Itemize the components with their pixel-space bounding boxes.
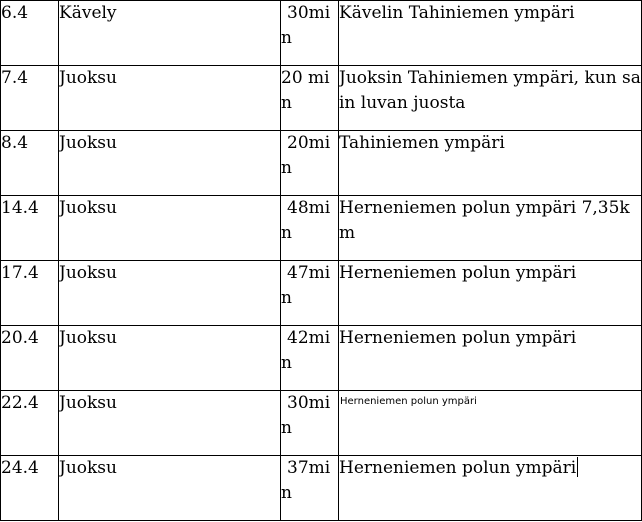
note-cell: Kävelin Tahiniemen ympäri xyxy=(339,1,642,66)
table-row xyxy=(1,326,642,391)
note-cell: Juoksin Tahiniemen ympäri, kun sain luvan juosta xyxy=(339,66,642,131)
date-cell: 14.4 xyxy=(1,196,59,261)
note-cell-editing[interactable] xyxy=(339,456,642,521)
date-cell: 20.4 xyxy=(1,326,59,391)
note-cell: Herneniemen polun ympäri 7,35km xyxy=(339,196,642,261)
duration-cell: 30min xyxy=(281,1,339,66)
table-row xyxy=(1,196,642,261)
duration-cell: 20min xyxy=(281,131,339,196)
note-cell: Herneniemen polun ympäri xyxy=(339,391,642,456)
table-row xyxy=(1,131,642,196)
duration-cell: 20 min xyxy=(281,66,339,131)
activity-cell: Juoksu xyxy=(59,131,281,196)
note-cell: Tahiniemen ympäri xyxy=(339,131,642,196)
note-text: Herneniemen polun ympäri xyxy=(339,458,577,478)
date-cell: 22.4 xyxy=(1,391,59,456)
date-cell: 24.4 xyxy=(1,456,59,521)
date-cell: 8.4 xyxy=(1,131,59,196)
table-row xyxy=(1,456,642,521)
duration-cell: 37min xyxy=(281,456,339,521)
activity-cell: Juoksu xyxy=(59,326,281,391)
activity-cell: Kävely xyxy=(59,1,281,66)
duration-cell: 42min xyxy=(281,326,339,391)
date-cell: 6.4 xyxy=(1,1,59,66)
activity-cell: Juoksu xyxy=(59,196,281,261)
note-cell: Herneniemen polun ympäri xyxy=(339,326,642,391)
activity-cell: Juoksu xyxy=(59,261,281,326)
duration-cell: 48min xyxy=(281,196,339,261)
date-cell: 7.4 xyxy=(1,66,59,131)
date-cell: 17.4 xyxy=(1,261,59,326)
activity-cell: Juoksu xyxy=(59,391,281,456)
table-row xyxy=(1,66,642,131)
activity-cell: Juoksu xyxy=(59,66,281,131)
table-row xyxy=(1,1,642,66)
duration-cell: 47min xyxy=(281,261,339,326)
table-row xyxy=(1,391,642,456)
note-cell: Herneniemen polun ympäri xyxy=(339,261,642,326)
text-cursor xyxy=(577,457,578,477)
activity-cell: Juoksu xyxy=(59,456,281,521)
duration-cell: 30min xyxy=(281,391,339,456)
table-row xyxy=(1,261,642,326)
